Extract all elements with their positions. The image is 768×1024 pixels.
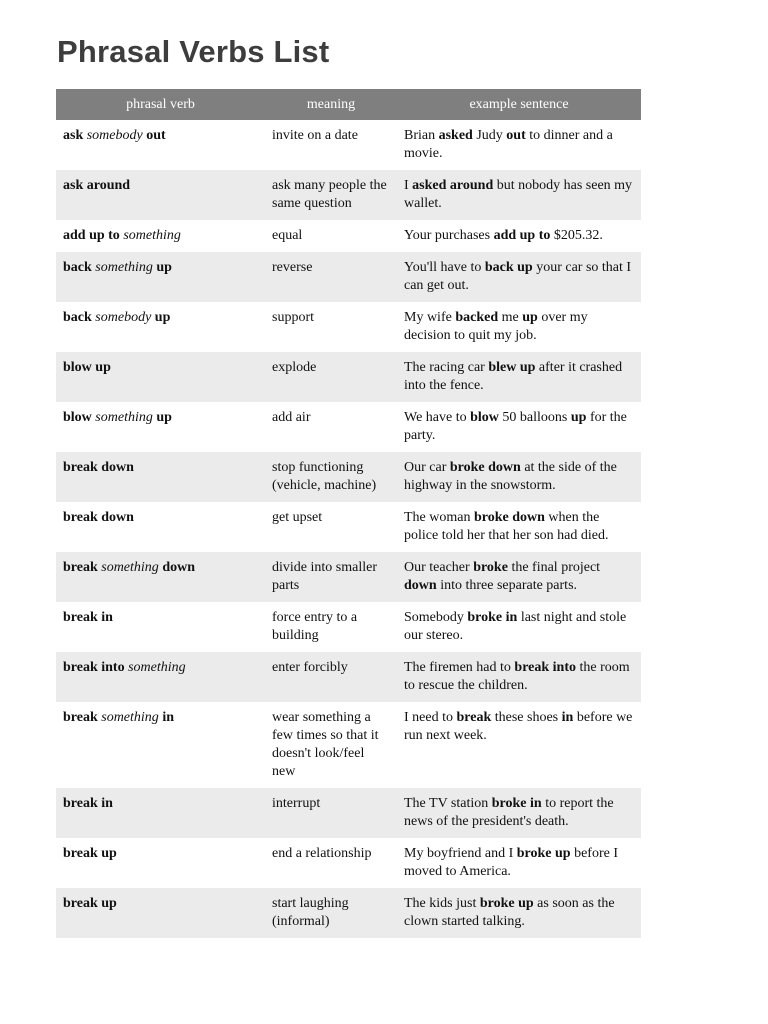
table-body: [56, 120, 641, 938]
example-text-bold: in: [561, 710, 574, 725]
phrasal-verbs-table: [56, 89, 641, 938]
example-text: The woman: [404, 510, 474, 525]
table-row: [56, 452, 641, 502]
phrasal-verb-cell: [56, 552, 265, 602]
meaning-cell: force entry to a building: [272, 610, 358, 643]
example-cell: [397, 552, 641, 602]
table-row: [56, 252, 641, 302]
example-text: Judy: [472, 128, 507, 143]
meaning-cell: reverse: [265, 252, 397, 302]
example-text: before we run next week.: [404, 710, 633, 743]
table-row: [56, 652, 641, 702]
verb-text: out: [142, 128, 166, 143]
verb-text-italic: somebody: [86, 128, 143, 143]
example-text-bold: broke in: [467, 610, 518, 625]
example-text-bold: broke up: [479, 896, 534, 911]
example-text-bold: broke in: [491, 796, 542, 811]
meaning-cell: start laughing (informal): [265, 888, 397, 938]
table-row: [56, 302, 641, 352]
example-text: The firemen had to: [404, 660, 515, 675]
example-text: your car so that I can get out.: [404, 260, 632, 293]
verb-text: down: [158, 560, 195, 575]
verb-text: break into: [63, 660, 129, 675]
example-text: to report the news of the president's death.: [404, 796, 614, 829]
example-text-bold: broke: [473, 560, 508, 575]
example-text: 50 balloons: [498, 410, 571, 425]
example-text: The kids just: [404, 896, 480, 911]
example-text: into three separate parts.: [436, 578, 578, 593]
verb-text: back: [63, 310, 96, 325]
example-text: to dinner and a movie.: [404, 128, 613, 161]
example-cell: [397, 502, 641, 552]
example-text-bold: broke down: [449, 460, 521, 475]
verb-text: break up: [63, 846, 117, 861]
verb-text: ask: [63, 128, 87, 143]
table-row: [56, 602, 641, 652]
meaning-cell: support: [272, 310, 314, 325]
example-text: before I moved to America.: [404, 846, 619, 879]
verb-text: up: [152, 260, 172, 275]
verb-text-italic: something: [123, 228, 181, 243]
table-row: [56, 120, 641, 170]
example-text: Your purchases: [404, 228, 494, 243]
meaning-cell: explode: [265, 352, 397, 402]
table-row: [56, 702, 641, 788]
verb-text: break: [63, 560, 102, 575]
meaning-cell: ask many people the same question: [265, 170, 397, 220]
phrasal-verb-cell: [56, 452, 265, 502]
example-text-bold: asked: [438, 128, 473, 143]
page-title: Phrasal Verbs List: [57, 34, 330, 69]
example-text: The TV station: [404, 796, 492, 811]
phrasal-verb-cell: [56, 170, 265, 220]
verb-text-italic: somebody: [95, 310, 152, 325]
meaning-cell: divide into smaller parts: [265, 552, 397, 602]
verb-text: add up to: [63, 228, 124, 243]
example-text: My boyfriend and I: [404, 846, 517, 861]
verb-text-italic: something: [101, 560, 159, 575]
table-row: [56, 502, 641, 552]
example-text-bold: out: [506, 128, 526, 143]
meaning-cell: enter forcibly: [265, 652, 397, 702]
example-cell: [397, 402, 641, 452]
verb-text: back: [63, 260, 96, 275]
meaning-cell: interrupt: [265, 788, 397, 838]
verb-text: break in: [63, 610, 113, 625]
verb-text-italic: something: [101, 710, 159, 725]
meaning-cell: get upset: [272, 510, 323, 525]
example-cell: [397, 170, 641, 220]
example-text: but nobody has seen my wallet.: [404, 178, 633, 211]
example-text-bold: break into: [514, 660, 576, 675]
example-text: after it crashed into the fence.: [404, 360, 623, 393]
verb-text: in: [158, 710, 174, 725]
example-text: Brian: [404, 128, 439, 143]
example-text-bold: add up to: [493, 228, 551, 243]
example-text: $205.32.: [550, 228, 603, 243]
example-cell: [397, 702, 641, 788]
phrasal-verb-cell: [56, 402, 265, 452]
phrasal-verb-cell: [56, 702, 265, 788]
example-text: Our teacher: [404, 560, 474, 575]
meaning-cell: equal: [272, 228, 303, 243]
example-cell: [397, 252, 641, 302]
table-row: [56, 402, 641, 452]
table-row: [56, 888, 641, 938]
example-text: I need to: [404, 710, 457, 725]
example-text: as soon as the clown started talking.: [404, 896, 615, 929]
meaning-cell: end a relationship: [272, 846, 372, 861]
example-cell: [397, 652, 641, 702]
example-text: The racing car: [404, 360, 489, 375]
phrasal-verb-cell: [56, 788, 265, 838]
meaning-cell: stop functioning (vehicle, machine): [265, 452, 397, 502]
example-text-bold: asked around: [412, 178, 494, 193]
meaning-cell: invite on a date: [272, 128, 358, 143]
example-text: You'll have to: [404, 260, 485, 275]
example-text-bold: break: [456, 710, 492, 725]
phrasal-verb-cell: [56, 252, 265, 302]
header-row: [56, 89, 641, 120]
verb-text-italic: something: [95, 260, 153, 275]
example-cell: [397, 220, 641, 252]
header-phrasal-verb: phrasal verb: [56, 89, 265, 120]
meaning-cell: add air: [272, 410, 311, 425]
example-text: at the side of the highway in the snowstorm.: [404, 460, 617, 493]
header-example-sentence: example sentence: [397, 89, 641, 120]
verb-text: break down: [63, 460, 134, 475]
verb-text: break up: [63, 896, 117, 911]
example-text-bold: broke down: [473, 510, 545, 525]
example-text: the room to rescue the children.: [404, 660, 630, 693]
example-text-bold: back up: [484, 260, 533, 275]
example-text: last night and stole our stereo.: [404, 610, 627, 643]
example-cell: [397, 602, 641, 652]
verb-text: break in: [63, 796, 113, 811]
table-row: [56, 352, 641, 402]
table-header: [56, 89, 641, 120]
example-cell: [397, 838, 641, 888]
example-text: Our car: [404, 460, 450, 475]
header-meaning: meaning: [265, 89, 397, 120]
verb-text: up: [152, 410, 172, 425]
example-cell: [397, 352, 641, 402]
example-text: Somebody: [404, 610, 468, 625]
example-text: the final project: [507, 560, 601, 575]
example-text: when the police told her that her son had died.: [404, 510, 609, 543]
verb-text-italic: something: [128, 660, 186, 675]
example-text-bold: up: [522, 310, 538, 325]
example-text-bold: up: [570, 410, 587, 425]
example-text: me: [498, 310, 523, 325]
verb-text: ask around: [63, 178, 131, 193]
verb-text: blow: [63, 410, 96, 425]
example-cell: [397, 452, 641, 502]
verb-text: break down: [63, 510, 134, 525]
example-text-bold: broke up: [516, 846, 571, 861]
example-text-bold: backed: [455, 310, 499, 325]
table-row: [56, 170, 641, 220]
table-row: [56, 838, 641, 888]
phrasal-verb-cell: [56, 120, 265, 170]
example-text-bold: blow: [470, 410, 499, 425]
verb-text-italic: something: [95, 410, 153, 425]
meaning-cell: wear something a few times so that it doesn't look/feel new: [272, 710, 379, 779]
verb-text: up: [151, 310, 171, 325]
example-text: My wife: [404, 310, 456, 325]
table-row: [56, 220, 641, 252]
example-text: these shoes: [491, 710, 562, 725]
table-row: [56, 552, 641, 602]
phrasal-verb-cell: [56, 602, 265, 652]
example-cell: [397, 302, 641, 352]
example-cell: [397, 888, 641, 938]
phrasal-verb-cell: [56, 888, 265, 938]
phrasal-verb-cell: [56, 838, 265, 888]
phrasal-verb-cell: [56, 352, 265, 402]
example-text: I: [404, 178, 413, 193]
example-cell: [397, 788, 641, 838]
example-text-bold: blew up: [488, 360, 536, 375]
phrasal-verb-cell: [56, 220, 265, 252]
phrasal-verb-cell: [56, 652, 265, 702]
example-text-bold: down: [404, 578, 437, 593]
phrasal-verb-cell: [56, 502, 265, 552]
example-text: We have to: [404, 410, 471, 425]
verb-text: break: [63, 710, 102, 725]
table-row: [56, 788, 641, 838]
verb-text: blow up: [63, 360, 111, 375]
example-cell: [397, 120, 641, 170]
phrasal-verb-cell: [56, 302, 265, 352]
example-text: for the party.: [404, 410, 627, 443]
example-text: over my decision to quit my job.: [404, 310, 588, 343]
